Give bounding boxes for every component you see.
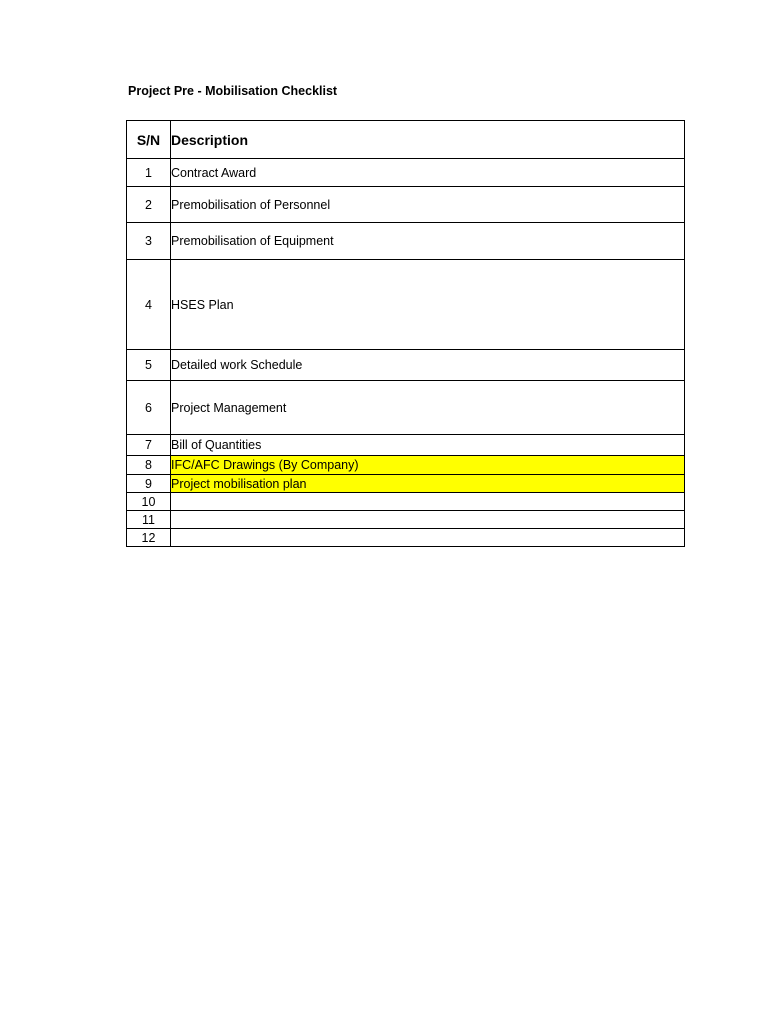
row-number: 3	[127, 223, 171, 260]
table-row	[127, 381, 685, 435]
row-number: 5	[127, 350, 171, 381]
row-description: Bill of Quantities	[171, 435, 685, 456]
row-description: IFC/AFC Drawings (By Company)	[171, 456, 685, 475]
row-description: Contract Award	[171, 159, 685, 187]
row-number: 6	[127, 381, 171, 435]
row-number: 11	[127, 511, 171, 529]
column-header-sn: S/N	[127, 121, 171, 159]
row-description: Premobilisation of Personnel	[171, 187, 685, 223]
row-number: 7	[127, 435, 171, 456]
row-description	[171, 529, 685, 547]
row-number: 12	[127, 529, 171, 547]
table-row	[127, 511, 685, 529]
column-header-description: Description	[171, 121, 685, 159]
row-number: 10	[127, 493, 171, 511]
row-description: Project mobilisation plan	[171, 475, 685, 493]
row-description: Detailed work Schedule	[171, 350, 685, 381]
row-description: Project Management	[171, 381, 685, 435]
row-description: Premobilisation of Equipment	[171, 223, 685, 260]
table-row	[127, 435, 685, 456]
table-row-highlighted	[127, 456, 685, 475]
table-row	[127, 223, 685, 260]
table-row	[127, 159, 685, 187]
row-number: 2	[127, 187, 171, 223]
table-row	[127, 187, 685, 223]
row-number: 9	[127, 475, 171, 493]
row-number: 1	[127, 159, 171, 187]
document-title: Project Pre - Mobilisation Checklist	[128, 84, 338, 98]
table-row	[127, 260, 685, 350]
checklist-table	[126, 120, 685, 547]
table-row	[127, 529, 685, 547]
header-row	[127, 121, 685, 159]
row-number: 4	[127, 260, 171, 350]
row-description	[171, 493, 685, 511]
row-number: 8	[127, 456, 171, 475]
table-row-highlighted	[127, 475, 685, 493]
table-row	[127, 350, 685, 381]
row-description	[171, 511, 685, 529]
row-description: HSES Plan	[171, 260, 685, 350]
table-row	[127, 493, 685, 511]
